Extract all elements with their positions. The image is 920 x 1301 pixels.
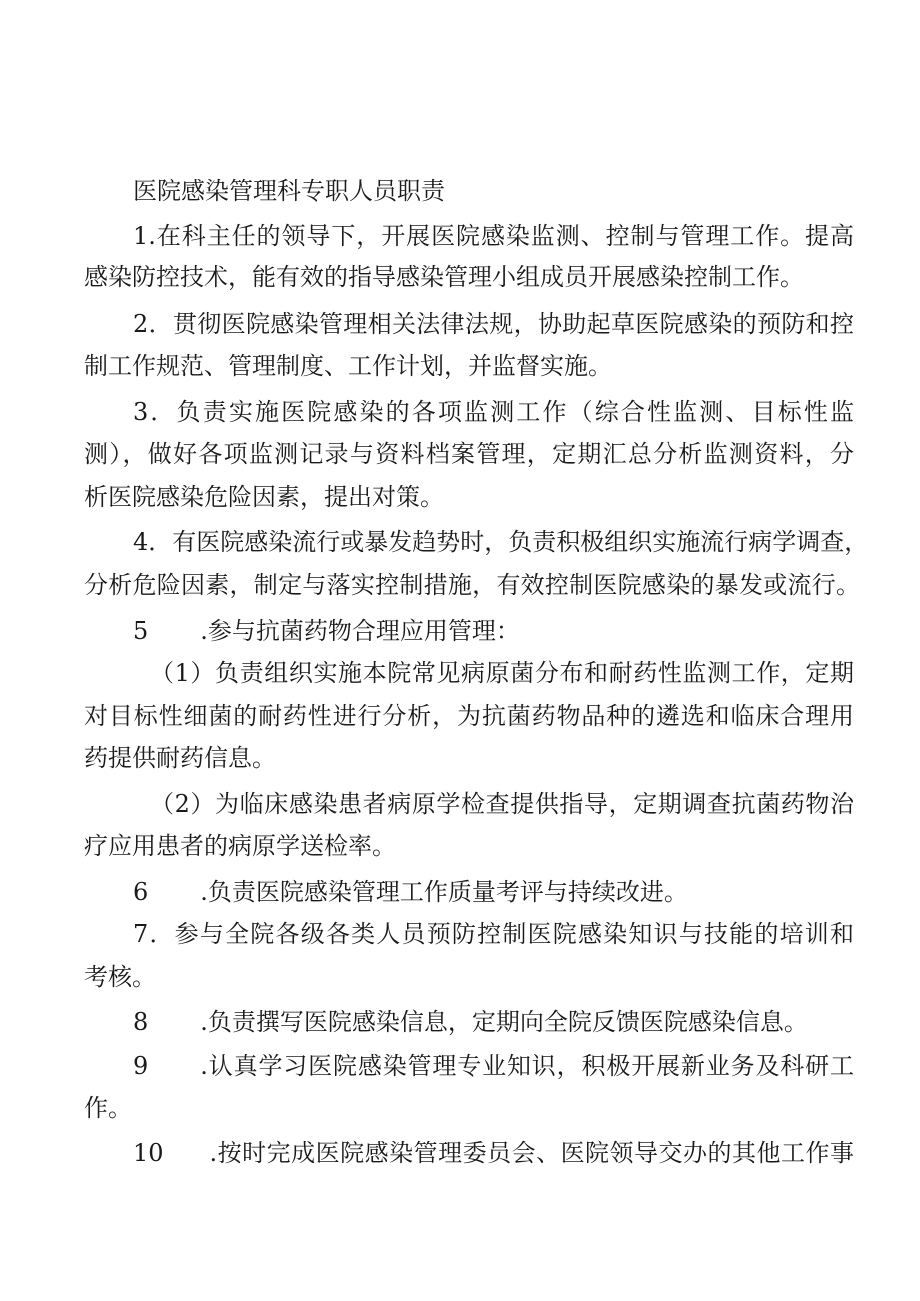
paragraph-line: （1）负责组织实施本院常见病原菌分布和耐药性监测工作，定期 xyxy=(150,659,854,687)
document-title: 医院感染管理科专职人员职责 xyxy=(133,177,445,205)
paragraph-line: 作。 xyxy=(84,1094,132,1122)
paragraph-line: 7．参与全院各级各类人员预防控制医院感染知识与技能的培训和 xyxy=(133,920,854,948)
paragraph-line xyxy=(133,876,688,908)
paragraph-line: 1.在科主任的领导下，开展医院感染监测、控制与管理工作。提高 xyxy=(133,222,854,250)
paragraph-line: 感染防控技术，能有效的指导感染管理小组成员开展感染控制工作。 xyxy=(84,263,804,291)
paragraph-line: 3．负责实施医院感染的各项监测工作（综合性监测、目标性监 xyxy=(133,398,854,426)
item-number: 5 xyxy=(133,617,149,645)
paragraph-line: 疗应用患者的病原学送检率。 xyxy=(84,832,396,860)
paragraph-line: 考核。 xyxy=(84,963,156,991)
paragraph-line: 测），做好各项监测记录与资料档案管理，定期汇总分析监测资料，分 xyxy=(84,440,854,468)
paragraph-line: （2）为临床感染患者病原学检查提供指导，定期调查抗菌药物治 xyxy=(150,790,854,818)
item-text: .认真学习医院感染管理专业知识，积极开展新业务及科研工 xyxy=(200,1052,854,1080)
paragraph-line xyxy=(133,1050,854,1082)
paragraph-line: 制工作规范、管理制度、工作计划，并监督实施。 xyxy=(84,352,612,380)
item-number: 6 xyxy=(133,878,149,906)
paragraph-line xyxy=(133,1137,854,1169)
paragraph-line xyxy=(133,615,520,647)
paragraph-line: 4．有医院感染流行或暴发趋势时，负责积极组织实施流行病学调查， xyxy=(133,528,869,556)
paragraph-line: 分析危险因素，制定与落实控制措施，有效控制医院感染的暴发或流行。 xyxy=(84,571,860,599)
item-text: .负责撰写医院感染信息，定期向全院反馈医院感染信息。 xyxy=(200,1008,808,1036)
paragraph-line: 对目标性细菌的耐药性进行分析，为抗菌药物品种的遴选和临床合理用 xyxy=(84,702,854,730)
item-text: .负责医院感染管理工作质量考评与持续改进。 xyxy=(200,878,688,906)
paragraph-line: 析医院感染危险因素，提出对策。 xyxy=(84,483,444,511)
item-text: .参与抗菌药物合理应用管理： xyxy=(200,617,520,645)
item-number: 9 xyxy=(133,1052,149,1080)
paragraph-line xyxy=(133,1006,808,1038)
paragraph-line: 2．贯彻医院感染管理相关法律法规，协助起草医院感染的预防和控 xyxy=(133,310,854,338)
item-number: 8 xyxy=(133,1008,149,1036)
item-text: .按时完成医院感染管理委员会、医院领导交办的其他工作事 xyxy=(209,1139,854,1167)
item-number: 10 xyxy=(133,1139,164,1167)
paragraph-line: 药提供耐药信息。 xyxy=(84,744,276,772)
